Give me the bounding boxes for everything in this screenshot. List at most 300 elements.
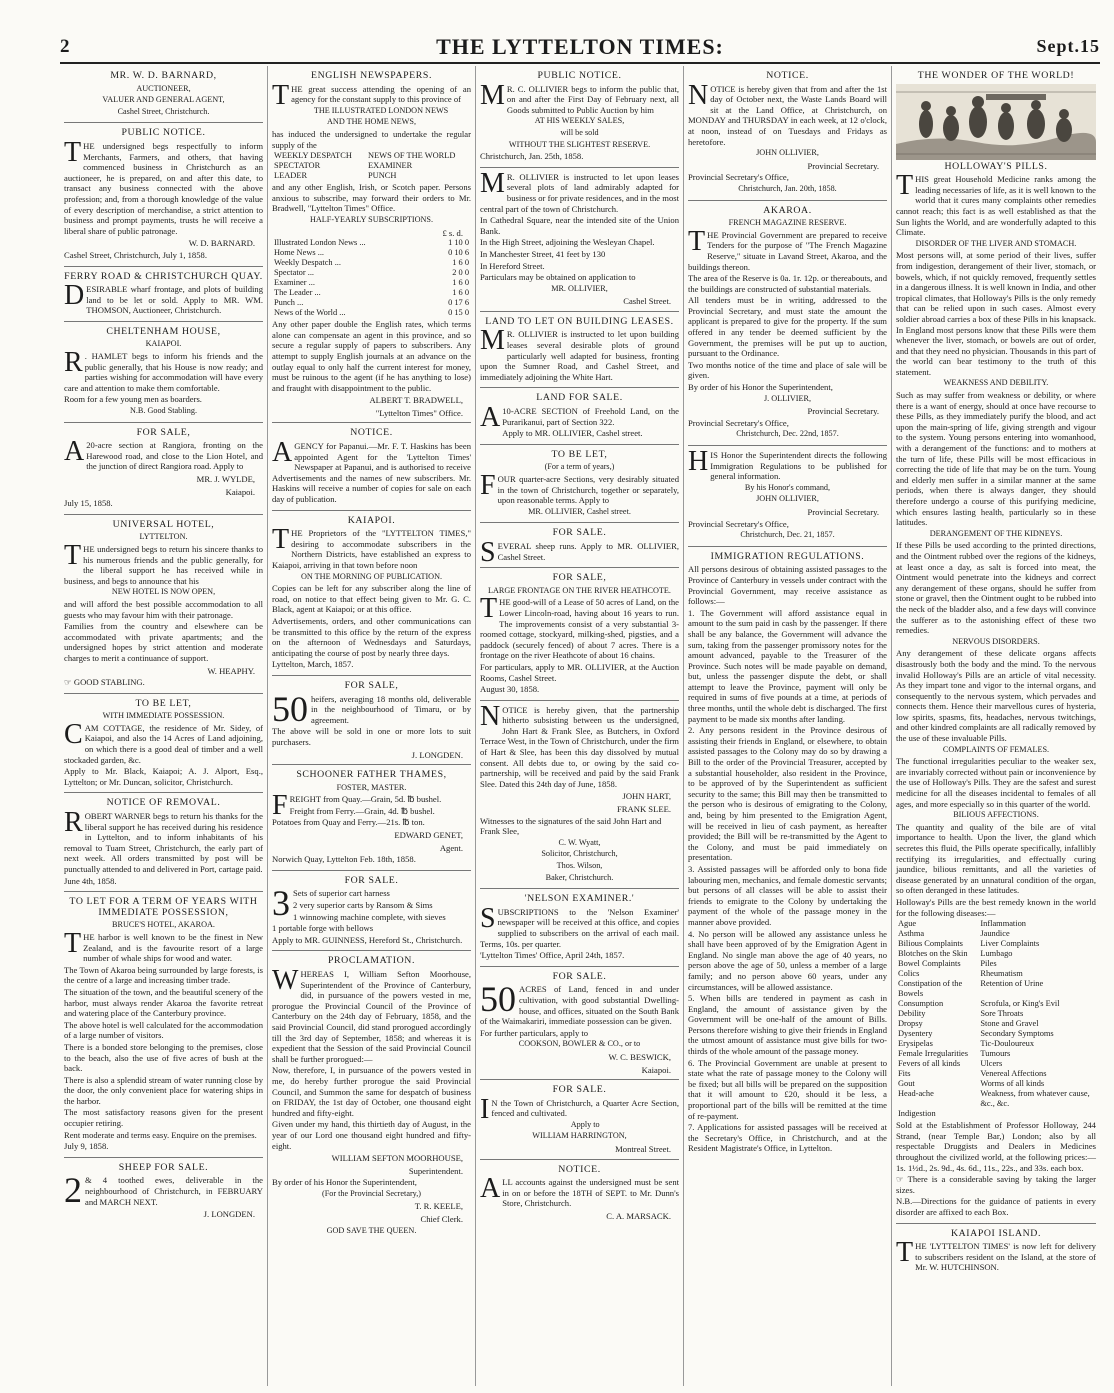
- ad-line: Apply to: [570, 1119, 600, 1129]
- ad-line: [896, 1174, 1096, 1195]
- ad-body: [64, 347, 263, 393]
- table-cell: Liver Complaints: [980, 939, 1040, 949]
- ad-title: FOR SALE,: [136, 426, 191, 438]
- table-row: [272, 151, 471, 161]
- ad-text: There is also a splendid stream of water running close by the door, the only convenient place for watering ships in the harbor.: [64, 1074, 263, 1106]
- ad-subtitle: FOSTER, MASTER.: [336, 782, 407, 792]
- ad-signature: FRANK SLEE.: [617, 804, 671, 815]
- ad-title: MR. W. D. BARNARD,: [110, 70, 217, 81]
- ad-text: heifers, averaging 18 months old, deliverable in the neighbourhood of Timaru, or by agreement.: [311, 693, 471, 725]
- ad-signature: MR. J. WYLDE,: [196, 474, 255, 484]
- ad-body: [64, 1170, 263, 1211]
- ad-line: In the High Street, adjoining the Wesleyan Chapel.: [480, 237, 655, 248]
- ad-title: SHEEP FOR SALE.: [118, 1161, 209, 1173]
- table-row: [896, 1059, 1096, 1069]
- drop-cap: S: [480, 536, 496, 568]
- ad-title: TO BE LET,: [551, 448, 608, 460]
- ad-holloways-pills: [896, 66, 1096, 1224]
- ad-subtitle: VALUER AND GENERAL AGENT,: [102, 95, 225, 105]
- ad-title: NOTICE.: [766, 70, 809, 81]
- ad-signature: WILLIAM SEFTON MOORHOUSE,: [331, 1153, 463, 1164]
- ad-text: IS Honor the Superintendent directs the following Immigration Regulations to be published for general information.: [710, 450, 887, 482]
- section-heading: WEAKNESS AND DEBILITY.: [943, 378, 1049, 388]
- ad-line: In Cathedral Square, near the intended site of the Union Bank.: [480, 215, 679, 236]
- ad-text: For particulars, apply to MR. OLLIVIER, at the Auction Rooms, Cashel Street.: [480, 661, 679, 683]
- ad-signature: Cashel Street.: [623, 296, 671, 307]
- ad-title: FOR SALE.: [552, 527, 607, 539]
- ad-text: Rent moderate and terms easy. Enquire on the premises.: [64, 1129, 257, 1140]
- ad-text: Copies can be left for any subscriber along the line of road, on notice to that effect being given to Mr. G. C. Black, agent at Kaiapoi; or at this office.: [272, 583, 471, 615]
- ad-signature: Provincial Secretary.: [807, 160, 879, 171]
- column-2: [268, 66, 476, 1386]
- ad-text: N the Town of Christchurch, a Quarter Acre Section, fenced and cultivated.: [491, 1097, 679, 1119]
- ad-text: Apply to MR. GUINNESS, Hereford St., Christchurch.: [272, 934, 463, 945]
- drop-cap: M: [480, 79, 505, 111]
- ad-body: [272, 688, 471, 729]
- table-cell: [978, 1109, 1096, 1119]
- table-cell: 1 6 0: [452, 258, 469, 268]
- drop-cap: T: [480, 593, 498, 625]
- regulation-item: 5. When bills are tendered in payment as cash in England, the amount of assistance given by the Government will be one-half of the amount of Bills. Persons therefore wishing to give their friends in England the utmost amount of assistance must give bills for two-thirds of the whole amount of the passage money.: [688, 993, 887, 1057]
- ad-honor-directs: [688, 446, 887, 547]
- table-row: [272, 308, 471, 318]
- ad-date: Cashel Street, Christchurch, July 1, 1858.: [64, 249, 207, 260]
- ad-signature: T. R. KEELE,: [414, 1201, 463, 1212]
- ad-body: [480, 593, 679, 661]
- newspaper-title: THE LYTTELTON TIMES:: [436, 34, 724, 59]
- ad-signature: EDWARD GENET,: [394, 830, 463, 841]
- ad-text: HE great success attending the opening of an agency for the constant supply to this province of: [291, 83, 471, 105]
- ad-body: [64, 539, 263, 586]
- ad-line: Solicitor, Christchurch,: [541, 849, 618, 859]
- ad-text: HE undersigned begs to return his sincere thanks to his numerous friends and the public generally, for the liberal support he has received while in business, and begs to announce that his: [64, 543, 263, 586]
- ad-text: Holloway's Pills are the best remedy known in the world for the following diseases:—: [896, 896, 1096, 918]
- table-row: [272, 268, 471, 278]
- ad-subtitle: LARGE FRONTAGE ON THE RIVER HEATHCOTE.: [488, 585, 671, 595]
- ad-subtitle: BRUCE'S HOTEL, AKAROA.: [112, 920, 215, 930]
- drop-cap: T: [64, 927, 82, 959]
- ad-title: PROCLAMATION.: [328, 955, 415, 967]
- ad-line: Provincial Secretary's Office,: [688, 172, 789, 183]
- table-cell: Fevers of all kinds: [898, 1059, 961, 1069]
- rates-title: HALF-YEARLY SUBSCRIPTIONS.: [309, 214, 434, 224]
- ad-body: [64, 927, 263, 964]
- ad-for-sale-rangiora: [64, 423, 263, 515]
- table-row: [896, 979, 1096, 999]
- ad-line: By his Honor's command,: [744, 482, 831, 492]
- ad-body: [64, 280, 263, 316]
- ad-partnership-dissolved: [480, 701, 679, 890]
- ad-line: [64, 677, 263, 688]
- ad-universal-hotel: [64, 515, 263, 694]
- table-cell: 1 6 0: [452, 278, 469, 288]
- ad-body: [480, 470, 679, 506]
- ad-signature: J. OLLIVIER,: [763, 393, 812, 403]
- regulation-item: 3. Assisted passages will be afforded only to bona fide labouring men, mechanics, and female domestic servants; but persons of all classes will be able to assist their friends to emigrate to the Colony by undertaking the payment of the whole of the passage money in the manner above provided.: [688, 863, 887, 927]
- ad-bruces-hotel: [64, 892, 263, 1158]
- ad-title: AKAROA.: [763, 204, 812, 216]
- ad-body: [688, 446, 887, 482]
- drop-cap: 3: [272, 883, 290, 924]
- ad-subtitle: WITH IMMEDIATE POSSESSION.: [102, 711, 225, 721]
- table-row: [896, 929, 1096, 939]
- ad-text: Any derangement of these delicate organs affects disastrously both the body and the mind. To the nervous invalid Holloway's Pills are an article of vital necessity. As they impart tone and vigor to the internal organs, and consequently to the nervous system, which pervades and connects them. Hence their marvellous cures of hysteria, low spirits, spasms, fits, headaches, nervous twitchings, and other kindred complaints are all radically removed by the use of these invaluable Pills.: [896, 648, 1096, 744]
- ad-cheltenham: [64, 322, 263, 423]
- ad-land-to-let: [480, 312, 679, 389]
- table-cell: Constipation of the Bowels: [898, 979, 963, 999]
- ad-text: HE undersigned begs respectfully to inform Merchants, Farmers, and others, that having commenced business in Christchurch as an auctioneer, he is prepared, on and after this date, to transact any business connected with the above profession; and, from a thorough knowledge of the value of every description of merchandise, a strict attention to business and prompt payments, trusts he will receive a liberal share of public patronage.: [64, 140, 263, 236]
- ad-line: 1 winnowing machine complete, with sieves: [293, 911, 446, 922]
- table-cell: Blotches on the Skin: [898, 949, 968, 959]
- ad-signature: W. D. BARNARD.: [188, 238, 255, 249]
- ad-kaiapoi: [272, 511, 471, 676]
- ad-line: Freight from Ferry.—Grain, 4d. ℔ bushel.: [289, 805, 435, 816]
- drop-cap: F: [480, 470, 496, 501]
- ad-signature: J. LONGDEN.: [203, 1209, 255, 1220]
- ad-title: SCHOONER FATHER THAMES,: [296, 769, 447, 781]
- ad-signature: Provincial Secretary.: [807, 506, 879, 517]
- ad-text: Sets of superior cart harness: [293, 888, 390, 899]
- table-row: [272, 258, 471, 268]
- table-row: [896, 949, 1096, 959]
- ad-line: Potatoes from Quay and Ferry.—21s. ℔ ton.: [272, 817, 425, 828]
- table-cell: Examiner ...: [274, 278, 315, 288]
- ad-line: NEW HOTEL IS NOW OPEN,: [111, 587, 216, 597]
- table-cell: Punch ...: [274, 298, 304, 308]
- ad-title: IMMIGRATION REGULATIONS.: [710, 550, 865, 562]
- ad-proclamation: [272, 951, 471, 1241]
- table-cell: The Leader ...: [274, 288, 321, 298]
- ad-sheep: [64, 1158, 263, 1224]
- drop-cap: A: [480, 1173, 501, 1205]
- table-cell: LEADER: [274, 171, 308, 181]
- table-cell: Bilious Complaints: [898, 939, 963, 949]
- drop-cap: A: [64, 436, 85, 468]
- ad-date: Norwich Quay, Lyttelton Feb. 18th, 1858.: [272, 854, 416, 865]
- drop-cap: M: [480, 167, 505, 199]
- ad-title: FOR SALE,: [552, 572, 607, 584]
- ad-removal: [64, 793, 263, 892]
- ad-signature: Kaiapoi.: [225, 486, 255, 497]
- ad-title: 'NELSON EXAMINER.': [524, 893, 635, 905]
- ad-text: Given under my hand, this thirtieth day of August, in the year of our Lord one thousand eight hundred and fifty-eight.: [272, 1119, 471, 1151]
- table-row: [272, 171, 471, 181]
- table-cell: Worms of all kinds: [980, 1079, 1045, 1089]
- ad-waste-lands-notice: [688, 66, 887, 201]
- table-cell: Female Irregularities: [898, 1049, 968, 1059]
- ad-text: GENCY for Papanui.—Mr. F. T. Haskins has been appointed Agent for the 'Lyttelton Times' Newspaper at Papanui, and is authorised to receive Advertisements and the names of new subscribers. Mr. Haskins will receive a number of copies for sale on each day of publication.: [272, 441, 471, 505]
- ad-signature: COOKSON, BOWLER & CO., or to: [518, 1039, 641, 1049]
- table-cell: Fits: [898, 1069, 911, 1079]
- ad-signature: JOHN OLLIVIER,: [756, 148, 819, 158]
- ad-ollivier-public-notice: [480, 66, 679, 168]
- column-3: [476, 66, 684, 1386]
- drop-cap: H: [688, 446, 709, 477]
- drop-cap: A: [480, 402, 501, 434]
- ad-text: ACRES of Land, fenced in and under cultivation, with good substantial Dwelling-house, and offices, situated on the South Bank of the Waimakariri, immediate possession can be given.: [480, 984, 679, 1027]
- ad-public-notice: [64, 123, 263, 266]
- ad-body: [480, 700, 679, 790]
- ad-text: Such as may suffer from weakness or debility, or where there is a want of energy, should at once have recourse to these Pills, as they immediately purify the blood, and act upon the main-spring of life, giving strength and vigour to the system. Young persons entering into womanhood, with a derangement of the functions: and to mothers at the turn of life, these Pills will be most efficacious in correcting the tide of life that may be on the turn. Young and elderly men suffer in a similar manner at the same periods, when there is always danger, they should therefore undergo a course of this purifying medicine, which ensures lasting health, particularly so in these latitudes.: [896, 390, 1096, 528]
- ad-title: FERRY ROAD & CHRISTCHURCH QUAY.: [64, 270, 263, 282]
- drop-cap: T: [64, 136, 82, 168]
- ad-date: July 9, 1858.: [64, 1141, 109, 1152]
- ad-text: Most persons will, at some period of their lives, suffer from indigestion, derangement of their liver, stomach, or bowels, which, if not quickly removed, frequently settles in a dangerous illness. It is well known in India, and other tropical climates, that Holloway's Pills is the only remedy that can be relied upon in such cases. Almost every soldier abroad carries a box of these Pills in his knapsack. In England most persons know that these Pills were them whenever the liver, stomach, or bowels are out of order, and that they need no physician. Thousands in this part of the world can bear testimony to the truth of this statement.: [896, 250, 1096, 377]
- ad-text: HEREAS I, William Sefton Moorhouse, Superintendent of the Province of Canterbury, did, in pursuance of the powers vested in me, prorogue the Provincial Council of the Province of Canterbury on the 24th day of February, 1858, and the said Provincial Council, did stand prorogued accordingly till the 3rd day of September, 1858; and whereas it is expedient that the Session of the said Provincial Council shall be further prorogued:—: [272, 969, 471, 1064]
- table-cell: Ague: [898, 919, 917, 929]
- ad-nelson-examiner: [480, 889, 679, 967]
- table-cell: Asthma: [898, 929, 925, 939]
- ad-signature: Chief Clerk.: [420, 1214, 463, 1225]
- column-4: [684, 66, 892, 1386]
- ad-text: & 4 toothed ewes, deliverable in the neighbourhood of Christchurch, in FEBRUARY and MARCH NEXT.: [85, 1175, 263, 1207]
- ad-subtitle: KAIAPOI.: [145, 339, 182, 349]
- ad-text: The above hotel is well calculated for the accommodation of a large number of visitors.: [64, 1019, 264, 1041]
- ad-text: HE Proprietors of the "LYTTELTON TIMES," desiring to accommodate subscribers in the Northern Districts, have established an express to Kaiapoi, arriving in that town before noon: [272, 528, 471, 570]
- ad-text: OTICE is hereby given that from and after the 1st day of October next, the Waste Lands Board will sit at the Land Office, at Christchurch, on MONDAY and THURSDAY in each week, at 12 o'clock, at noon, instead of on Tuesdays and Fridays as heretofore.: [688, 83, 887, 147]
- table-cell: Gout: [898, 1079, 915, 1089]
- table-cell: SPECTATOR: [274, 161, 321, 171]
- ad-line: Christchurch, Dec. 22nd, 1857.: [736, 429, 839, 439]
- ad-text: N.B.—Directions for the guidance of patients in every disorder are affixed to each Box.: [896, 1196, 1096, 1217]
- ad-date: Christchurch, Jan. 25th, 1858.: [480, 151, 584, 162]
- ad-title: LAND FOR SALE.: [536, 392, 623, 404]
- ad-text: AM COTTAGE, the residence of Mr. Sidey, of Kaiapoi, and also the 14 Acres of Land adjoining, on which there is a good deal of timber and a well stockaded garden, &c.: [64, 722, 263, 765]
- ad-signature: C. A. MARSACK.: [606, 1211, 671, 1222]
- ad-text: The most satisfactory reasons given for the present occupier retiring.: [64, 1107, 263, 1129]
- ad-body: [896, 170, 1096, 238]
- ad-text: HE good-will of a Lease of 50 acres of Land, on the Lower Lincoln-road, having about 16 years to run. The improvements consist of a very substantial 3-roomed cottage, stockyard, milking-shed, pigsties, and a paddock (securely fenced) of about 7 acres. There is a frontage on the river Heathcote of about 16 chains.: [480, 597, 679, 661]
- table-cell: 2 0 0: [452, 268, 469, 278]
- drop-cap: N: [480, 700, 501, 732]
- ad-title: TO LET FOR A TERM OF YEARS WITH IMMEDIATE POSSESSION,: [69, 896, 258, 918]
- ad-title: HOLLOWAY'S PILLS.: [944, 160, 1048, 172]
- drop-cap: M: [480, 325, 505, 357]
- ad-subtitle: AUCTIONEER,: [136, 83, 191, 93]
- ad-line: Room for a few young men as boarders.: [64, 394, 202, 405]
- table-cell: Debility: [898, 1009, 926, 1019]
- ad-text: has induced the undersigned to undertake the regular supply of the: [272, 128, 471, 150]
- drop-cap: D: [64, 280, 85, 312]
- ad-line: AT HIS WEEKLY SALES,: [534, 116, 625, 126]
- ad-body: [272, 437, 471, 505]
- table-cell: Ulcers: [980, 1059, 1003, 1069]
- ad-english-newspapers: [272, 66, 471, 423]
- table-row: [896, 1039, 1096, 1049]
- ad-subtitle: LYTTELTON.: [139, 532, 188, 542]
- ad-body: [480, 1173, 679, 1209]
- ad-title: UNIVERSAL HOTEL,: [112, 518, 215, 530]
- ad-signature: W. C. BESWICK,: [608, 1051, 671, 1062]
- ad-line-text: GOOD STABLING.: [73, 677, 145, 688]
- ad-line: Christchurch, Dec. 21, 1857.: [740, 530, 835, 540]
- ad-text: The area of the Reserve is 0a. 1r. 12p. or thereabouts, and the buildings are constructed of substantial materials.: [688, 273, 887, 294]
- drop-cap: 2: [64, 1170, 82, 1211]
- columns: [60, 66, 1100, 1386]
- drop-cap: T: [896, 1237, 914, 1269]
- table-row: [896, 1069, 1096, 1079]
- ad-body: [688, 79, 887, 148]
- ad-body: [480, 167, 679, 214]
- ad-cart-harness: [272, 871, 471, 952]
- section-heading: BILIOUS AFFECTIONS.: [953, 810, 1039, 820]
- ad-title: FOR SALE.: [344, 874, 399, 886]
- table-row: [272, 298, 471, 308]
- ad-fifty-acres: [480, 967, 679, 1080]
- issue-date: Sept.15: [1036, 36, 1100, 56]
- diseases-table: [896, 919, 1096, 1119]
- ad-akaroa-magazine: [688, 201, 887, 446]
- table-cell: Sore Throats: [980, 1009, 1024, 1019]
- ad-text: HE harbor is well known to be the finest in New Zealand, and is the favourite resort of a large number of whale ships for wood and water.: [83, 931, 263, 964]
- table-cell: Venereal Affections: [980, 1069, 1047, 1079]
- ad-signature: Superintendent.: [408, 1165, 463, 1176]
- table-cell: Home News ...: [274, 248, 325, 258]
- ad-line: In Manchester Street, 41 feet by 130: [480, 248, 606, 259]
- ad-ollivier-leases: [480, 168, 679, 312]
- ad-address: Cashel Street, Christchurch.: [117, 106, 210, 116]
- ad-line: Provincial Secretary's Office,: [688, 417, 789, 428]
- ad-title: THE WONDER OF THE WORLD!: [917, 70, 1075, 81]
- ad-line: Thos. Wilson,: [556, 861, 603, 870]
- ad-text: OBERT WARNER begs to return his thanks for the liberal support he has received during his residence in Lyttelton, and to inform inhabitants of his removal to Tuam Street, Christchurch, the early part of next week. All orders transmitted by post will be punctually attended to and delivered in Port, cartage paid.: [64, 811, 263, 874]
- table-cell: Jaundice: [980, 929, 1010, 939]
- table-cell: Head-ache: [898, 1089, 934, 1099]
- section-heading: NERVOUS DISORDERS.: [952, 636, 1040, 646]
- table-row: [272, 248, 471, 258]
- table-cell: Bowel Complaints: [898, 959, 961, 969]
- ad-accounts-notice: [480, 1160, 679, 1226]
- ad-text: HE Provincial Government are prepared to receive Tenders for the purpose of "The French Magazine Reserve," situate in Lavand Street, Akaroa, and the buildings thereon.: [688, 229, 887, 272]
- masthead-rule: [60, 62, 1100, 64]
- ad-text: Advertisements, orders, and other communications can be transmitted to this office by the return of the express on the afternoon of Wednesdays and Saturdays, anticipating the course of post by nearly three days.: [272, 615, 471, 658]
- ad-text: . HAMLET begs to inform his friends and the public generally, that his House is now ready; and parties wishing for accommodation will have every care and attention to make them comfortable.: [64, 351, 263, 393]
- drop-cap: T: [272, 79, 290, 111]
- table-cell: Retention of Urine: [980, 979, 1044, 989]
- ad-text: If these Pills be used according to the printed directions, and the Ointment rubbed over the regions of the kidneys, at least once a day, as salt is forced into meat, the Ointment would penetrate into the kidneys and correct any derangement of these organs, should he suffer from stone or gravel, then the Ointment ought to be rubbed into the neck of the bladder also, and a few days will convince the sufferer as to the astonishing effect of these two remedies.: [896, 540, 1096, 636]
- table-cell: PUNCH: [368, 171, 397, 181]
- table-cell: Secondary Symptoms: [980, 1029, 1054, 1039]
- ad-text: UBSCRIPTIONS to the 'Nelson Examiner' newspaper will be received at this office, and copies supplied to subscribers on the arrival of each mail. Terms, 10s. per quarter.: [480, 906, 679, 949]
- drop-cap: A: [272, 437, 293, 469]
- ad-text: Any other paper double the English rates, which terms alone can compensate an agent in this province, and so secure a regular supply of papers to subscribers. Any attempt to supply English journals at an advance on the outlay equal to only half the current interest for money, must be ruinous to the agent (if he has anything to lose) and fraught with disappointment to the public.: [272, 319, 471, 393]
- ad-signature: MR. OLLIVIER, Cashel street.: [528, 506, 631, 516]
- ad-text: LL accounts against the undersigned must be sent in on or before the 18TH of SEPT. to Mr. Dunn's Store, Christchurch.: [502, 1177, 679, 1209]
- ad-line: WITHOUT THE SLIGHTEST RESERVE.: [508, 139, 651, 149]
- ad-line: C. W. Wyatt,: [558, 837, 601, 847]
- table-row: [896, 969, 1096, 979]
- ad-text: and any other English, Irish, or Scotch paper. Persons anxious to subscribe, may forward their orders to Mr. Bradwell, "Lyttelton Times" Office.: [272, 182, 471, 214]
- table-cell: 0 15 0: [448, 308, 469, 318]
- ad-signature: JOHN OLLIVIER,: [756, 494, 819, 504]
- ad-text: Now, therefore, I, in pursuance of the powers vested in me, do hereby further prorogue the said Provincial Council, and Summon the same for despatch of business on FRIDAY, the 1st day of October, one thousand eight hundred and fifty-eight.: [272, 1065, 471, 1118]
- ad-line: Christchurch, Jan. 20th, 1858.: [738, 183, 837, 193]
- table-cell: Scrofula, or King's Evil: [980, 999, 1060, 1009]
- ad-body: [64, 136, 263, 236]
- ad-land-for-sale: [480, 388, 679, 444]
- ad-papanui-agency: [272, 423, 471, 510]
- rates-header: £ s. d.: [442, 227, 463, 238]
- ad-text: Sold at the Establishment of Professor Holloway, 244 Strand, (near Temple Bar,) London; also by all respectable Druggists and Dealers in Medicines throughout the civilized world, at the following prices:—1s. 1½d., 2s. 9d., 4s. 6d., 11s., 22s., and 33s. each box.: [896, 1120, 1096, 1173]
- ad-body: [688, 225, 887, 272]
- ad-title: FOR SALE,: [344, 679, 399, 691]
- ad-quarter-acre: [480, 1080, 679, 1160]
- ad-text: All tenders must be in writing, addressed to the Provincial Secretary, and must state the amount the applicant is prepared to give for the property. If the sum offered in any tender be deemed sufficient by the Government, the premises will be put up to auction, pursuant to the Ordinance.: [688, 295, 887, 359]
- ad-signature: W. HEAPHY.: [207, 665, 255, 676]
- ad-immigration-regulations: [688, 547, 887, 1159]
- ad-text: 10-ACRE SECTION of Freehold Land, on the Purarikanui, part of Section 322.: [502, 406, 679, 427]
- table-cell: EXAMINER: [368, 161, 413, 171]
- ad-body: [480, 536, 679, 568]
- drop-cap: I: [480, 1093, 490, 1125]
- table-cell: Dysentery: [898, 1029, 933, 1039]
- ad-line: THE ILLUSTRATED LONDON NEWS: [313, 105, 449, 115]
- column-5: [892, 66, 1100, 1386]
- ad-text: R. OLLIVIER is instructed to let upon leases several plots of land admirably adapted for business or for private residences, and in the most central part of the town of Christchurch.: [480, 171, 679, 214]
- ad-line: Particulars may be obtained on application to: [480, 272, 636, 283]
- section-heading: DERANGEMENT OF THE KIDNEYS.: [929, 528, 1063, 538]
- drop-cap: R: [64, 807, 83, 839]
- ad-line: Provincial Secretary's Office,: [688, 518, 789, 529]
- ad-ferry-road: [64, 267, 263, 322]
- engraving-illustration: [896, 84, 1096, 160]
- ad-text: There is a considerable saving by taking the larger sizes.: [896, 1174, 1096, 1195]
- ad-text: ESIRABLE wharf frontage, and plots of building land to be let or sold. Apply to MR. WM. THOMSON, Auctioneer, Christchurch.: [86, 284, 263, 316]
- ad-body: [480, 979, 679, 1027]
- table-row: [272, 238, 471, 248]
- table-cell: WEEKLY DESPATCH: [274, 151, 352, 161]
- table-cell: 1 6 0: [452, 288, 469, 298]
- regulation-item: 6. The Provincial Government are unable at present to state what the rate of passage money to the Colony will be fixed; but all bills will be prepared on the supposition that it will amount to £20, should it be less, a proportional part of the bills will be remitted at the time of re-payment.: [688, 1057, 887, 1121]
- ad-quarter-acre-sections: [480, 445, 679, 524]
- ad-date: June 4th, 1858.: [64, 875, 117, 886]
- drop-cap: T: [64, 539, 82, 571]
- ad-text: R. OLLIVIER is instructed to let upon building leases several desirable plots of ground particularly well adapted for business, fronting upon the Sumner Road, and Cashel Street, and immediately adjoining the White Hart.: [480, 329, 679, 382]
- ad-signature: "Lyttelton Times" Office.: [375, 407, 463, 418]
- table-row: [896, 999, 1096, 1009]
- ad-text: HE 'LYTTELTON TIMES' is now left for delivery to subscribers resident on the Island, at the store of Mr. W. HUTCHINSON.: [915, 1241, 1096, 1273]
- table-cell: 0 10 6: [448, 248, 469, 258]
- ad-signature: J. LONGDEN.: [411, 749, 463, 760]
- ad-text: The above will be sold in one or more lots to suit purchasers.: [272, 726, 471, 747]
- ad-body: [272, 524, 471, 570]
- drop-cap: C: [64, 718, 83, 750]
- ad-title: FOR SALE.: [552, 970, 607, 982]
- ad-body: [896, 1237, 1096, 1273]
- ad-line: ON THE MORNING OF PUBLICATION.: [300, 571, 443, 581]
- ad-text: All persons desirous of obtaining assisted passages to the Province of Canterbury in vessels under contract with the Provincial Government, may receive assistance as follows:—: [688, 564, 887, 607]
- table-cell: News of the World ...: [274, 308, 346, 318]
- ad-text: REIGHT from Quay.—Grain, 5d. ℔ bushel.: [289, 794, 442, 805]
- table-cell: Consumption: [898, 999, 944, 1009]
- table-row: [896, 1089, 1096, 1109]
- ad-cam-cottage: [64, 694, 263, 794]
- ad-title: ENGLISH NEWSPAPERS.: [311, 70, 432, 81]
- table-cell: Weekly Despatch ...: [274, 258, 341, 268]
- ad-line: In Hereford Street.: [480, 260, 545, 271]
- ad-text: R. C. OLLIVIER begs to inform the public that, on and after the First Day of February next, all Goods submitted to Public Auction by him: [506, 83, 679, 115]
- pointing-hand-icon: ☞: [64, 677, 74, 688]
- regulation-item: 4. No person will be allowed any assistance unless he shall have been approved of by the Emigration Agent in England. No single man above the age of 40 years, no person above the age of 50, unless a member of a large family; and no person above 60 years, under any circumstances, will be allowed assistance.: [688, 928, 887, 992]
- ad-body: [64, 436, 263, 472]
- ad-line: By order of his Honor the Superintendent,: [272, 1177, 417, 1188]
- ad-signature: Provincial Secretary.: [807, 406, 879, 417]
- table-cell: Lumbago: [980, 949, 1013, 959]
- drop-cap: R: [64, 347, 83, 379]
- ad-date: Lyttelton, March, 1857.: [272, 659, 354, 670]
- ad-line: will be sold: [560, 127, 599, 137]
- table-cell: Dropsy: [898, 1019, 923, 1029]
